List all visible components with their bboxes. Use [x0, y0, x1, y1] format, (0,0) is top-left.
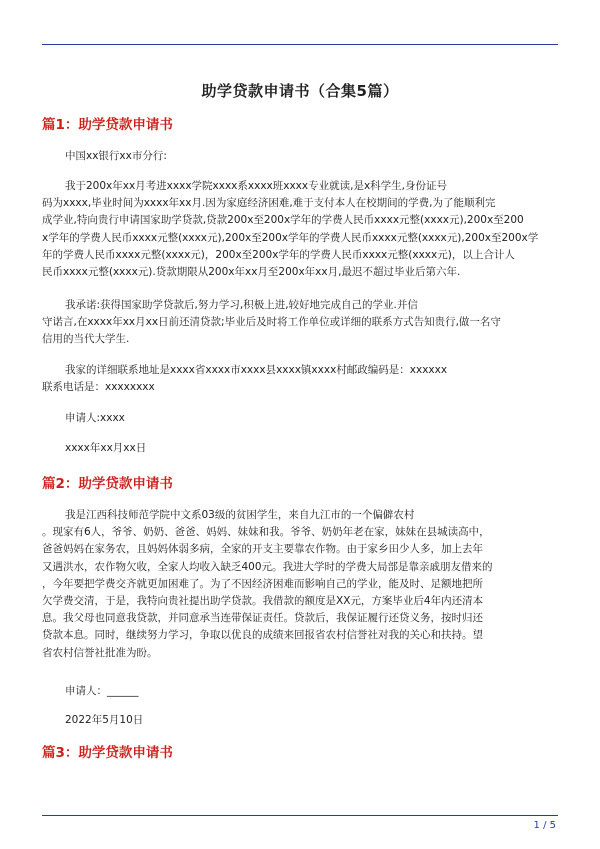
section-1-applicant	[42, 410, 581, 427]
paragraph-line: 民币xxxx元整(xxxx元).贷款期限从200x年xx月至200x年xx月,最迟不超过毕业后第六年.	[42, 266, 461, 279]
paragraph-line: 我家的详细联系地址是xxxx省xxxx市xxxx县xxxx镇xxxx村邮政编码是：xxxxxx	[65, 364, 448, 376]
paragraph-line: 联系电话是：xxxxxxxx	[42, 381, 155, 394]
document-title: 助学贷款申请书（合集5篇）	[201, 82, 399, 100]
section-2-applicant	[42, 683, 581, 700]
section-1-salutation	[42, 148, 581, 165]
header-rule	[42, 44, 558, 45]
paragraph-line: 贷款本息。同时，继续努力学习，争取以优良的成绩来回报省农村信誉社对我的关心和扶持。望	[42, 629, 483, 642]
paragraph-line: 息。我父母也同意我贷款，并同意承当连带保证责任。贷款后，我保证履行还贷义务，按时归还	[42, 612, 483, 625]
paragraph-line: 码为xxxx,毕业时间为xxxx年xx月.因为家庭经济困难,难于支付本人在校期间的学费,为了能顺利完	[42, 197, 496, 210]
paragraph-line: 我是江西科技师范学院中文系03级的贫困学生，来自九江市的一个偏僻农村	[65, 509, 415, 521]
applicant-line: 申请人:xxxx	[65, 412, 125, 424]
section-1-date	[42, 440, 581, 457]
salutation-line: 中国xx银行xx市分行:	[65, 150, 167, 162]
paragraph-line: 守诺言,在xxxx年xx月xx日前还清贷款;毕业后及时将工作单位或详细的联系方式告知贵行,做一名守	[42, 316, 501, 329]
paragraph-line: 省农村信誉社批准为盼。	[42, 646, 158, 659]
footer-rule	[42, 815, 558, 816]
section-2-heading: 篇2：助学贷款申请书	[42, 476, 173, 492]
paragraph-line: 信用的当代大学生.	[42, 333, 130, 346]
paragraph-line: 又遇洪水，农作物欠收，全家人均收入缺乏400元。我进大学时的学费大局部是靠亲戚朋友借来的	[42, 560, 493, 573]
paragraph-line: x学年的学费人民币xxxx元整(xxxx元),200x至200x学年的学费人民币xxxx元整(xxxx元),200x至200x学	[42, 231, 539, 244]
paragraph-line: 我承诺:获得国家助学贷款后,努力学习,积极上进,较好地完成自己的学业.并信	[65, 299, 418, 311]
date-line: 2022年5月10日	[65, 714, 144, 726]
section-2-paragraph-1	[42, 507, 558, 662]
section-1-paragraph-2	[42, 297, 558, 349]
section-1-paragraph-1	[42, 178, 558, 281]
applicant-line: 申请人：______	[65, 685, 139, 697]
paragraph-line: 年的学费人民币xxxx元整(xxxx元)，200x至200x学年的学费人民币xxxx元整(xxxx元)，以上合计人	[42, 248, 515, 261]
paragraph-line: ，今年要把学费交齐就更加困难了。为了不因经济困难而影响自己的学业，能及时、足额地把所	[42, 577, 483, 590]
section-3-heading: 篇3：助学贷款申请书	[42, 745, 173, 761]
section-1-paragraph-3	[42, 362, 558, 396]
paragraph-line: 成学业,特向贵行申请国家助学贷款,贷款200x至200x学年的学费人民币xxxx元整(xxxx元),200x至200	[42, 214, 524, 227]
paragraph-line: 我于200x年xx月考进xxxx学院xxxx系xxxx班xxxx专业就读,是x科学生,身份证号	[65, 180, 447, 192]
date-line: xxxx年xx月xx日	[65, 442, 147, 454]
section-1-heading: 篇1：助学贷款申请书	[42, 117, 173, 133]
section-2-date	[42, 712, 581, 729]
paragraph-line: 。现家有6人，爷爷、奶奶、爸爸、妈妈、妹妹和我。爷爷、奶奶年老在家，妹妹在县城读高中，	[42, 526, 490, 539]
page-number: 1 / 5	[533, 820, 556, 831]
paragraph-line: 欠学费交清，于是，我特向贵社提出助学贷款。我借款的额度是XX元，方案毕业后4年内还清本	[42, 595, 484, 608]
paragraph-line: 爸爸妈妈在家务农，且妈妈体弱多病，全家的开支主要靠农作物。由于家乡田少人多，加上去年	[42, 543, 483, 556]
